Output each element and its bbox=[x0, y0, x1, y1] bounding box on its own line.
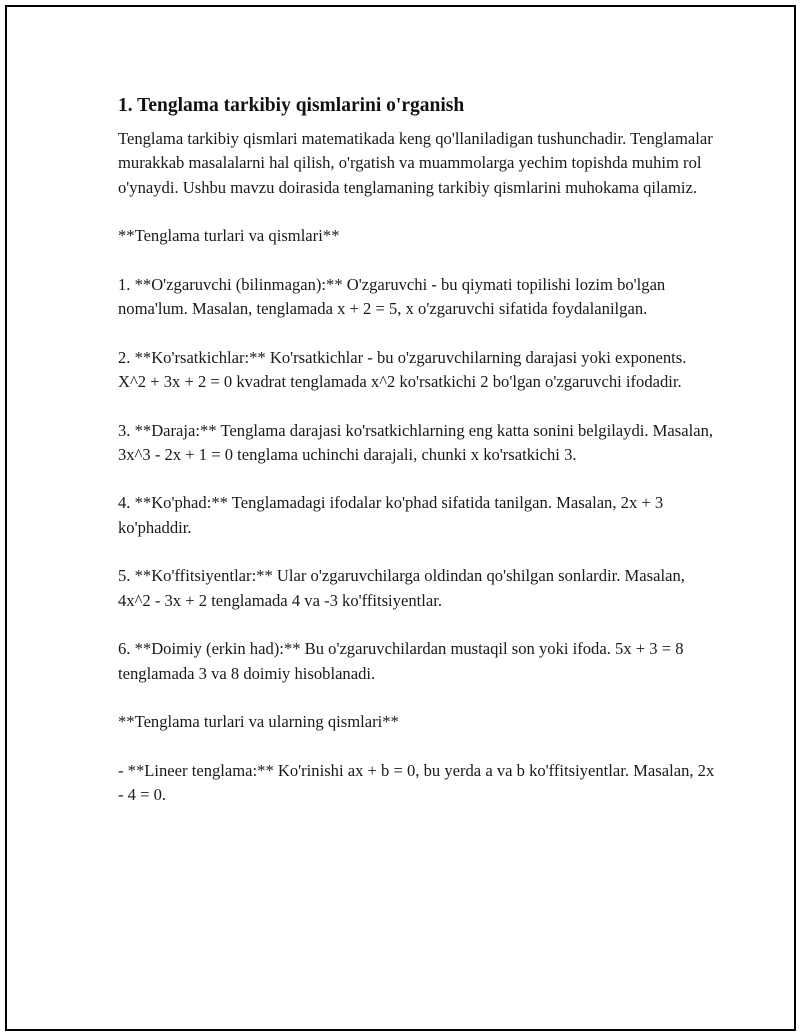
document-heading: 1. Tenglama tarkibiy qismlarini o'rganish bbox=[118, 95, 465, 116]
list-item-linear-equation: - **Lineer tenglama:** Ko'rinishi ax + b = 0, bu yerda a va b ko'ffitsiyentlar. Masalan, 2x - 4 = 0. bbox=[118, 760, 715, 805]
list-item-variable: 1. **O'zgaruvchi (bilinmagan):** O'zgaruvchi - bu qiymati topilishi lozim bo'lgan noma'lum. Masalan, tenglamada x + 2 = 5, x o'zgaruvchi sifatida foydalanilgan. bbox=[118, 274, 666, 319]
list-item-degree: 3. **Daraja:** Tenglama darajasi ko'rsatkichlarning eng katta sonini belgilaydi. Masalan, 3x^3 - 2x + 1 = 0 tenglama uchinchi darajali, chunki x ko'rsatkichi 3. bbox=[118, 420, 714, 464]
list-item-polynomial: 4. **Ko'phad:** Tenglamadagi ifodalar ko'phad sifatida tanilgan. Masalan, 2x + 3 ko'phaddir. bbox=[118, 493, 664, 537]
list-item-constant: 6. **Doimiy (erkin had):** Bu o'zgaruvchilardan mustaqil son yoki ifoda. 5x + 3 = 8 tenglamada 3 va 8 doimiy hisoblanadi. bbox=[118, 639, 684, 683]
list-item-exponents: 2. **Ko'rsatkichlar:** Ko'rsatkichlar - bu o'zgaruvchilarning darajasi yoki exponents. X^2 + 3x + 2 = 0 kvadrat tenglamada x^2 ko'rsatkichi 2 bo'lgan o'zgaruvchi ifodadir. bbox=[118, 347, 687, 391]
intro-paragraph: Tenglama tarkibiy qismlari matematikada keng qo'llaniladigan tushunchadir. Tenglamalar murakkab masalalarni hal qilish, o'rgatish va muammolarga yechim topishda muhim rol o'ynaydi. Ushbu mavzu doirasida tenglamaning tarkibiy qismlarini muhokama qilamiz. bbox=[118, 129, 713, 197]
section-title-types-and-their-parts: **Tenglama turlari va ularning qismlari** bbox=[118, 712, 399, 732]
list-item-coefficients: 5. **Ko'ffitsiyentlar:** Ular o'zgaruvchilarga oldindan qo'shilgan sonlardir. Masalan, 4x^2 - 3x + 2 tenglamada 4 va -3 ko'ffitsiyentlar. bbox=[118, 566, 685, 610]
section-title-types-and-parts: **Tenglama turlari va qismlari** bbox=[118, 226, 340, 246]
document-body bbox=[118, 93, 718, 832]
